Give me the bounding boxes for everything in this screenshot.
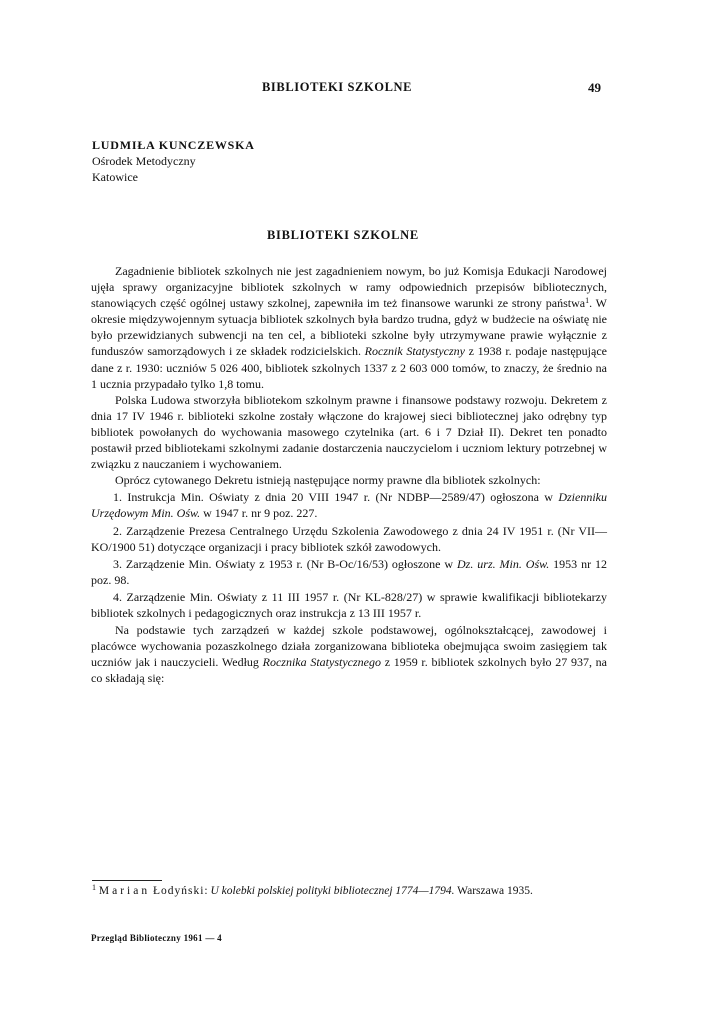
italic-citation: Rocznik Statystyczny — [364, 344, 465, 359]
italic-citation: Rocznika Statystycznego — [262, 655, 381, 670]
paragraph-text: z 1938 r. podaje następujące dane z r. 1930: uczniów 5 026 400, bibliotek szkolnych 1337 z 2 603 000 tomów, to znaczy, że średnio na 1 ucznia przypadało tylko 1,8 tomu. — [91, 344, 607, 391]
paragraph-1 — [91, 263, 607, 392]
author-affiliation: Ośrodek Metodyczny — [92, 154, 196, 168]
list-item-3 — [91, 556, 607, 588]
list-item-text: w 1947 r. nr 9 poz. 227. — [200, 506, 318, 521]
footnote — [92, 884, 608, 899]
list-item-2: 2. Zarządzenie Prezesa Centralnego Urzędu Szkolenia Zawodowego z dnia 24 IV 1951 r. (Nr VII—KO/1900 51) dotyczące organizacji i pracy bibliotek szkół zawodowych. — [91, 523, 607, 554]
footnote-title: U kolebki polskiej polityki bibliotecznej 1774—1794. — [210, 885, 455, 897]
article-body — [91, 263, 607, 686]
footnote-separator: : — [204, 885, 211, 897]
list-item-text: 1. Instrukcja Min. Oświaty z dnia 20 VIII 1947 r. (Nr NDBP—2589/47) ogłoszona w — [113, 490, 559, 505]
author-block — [92, 137, 255, 185]
author-name: LUDMIŁA KUNCZEWSKA — [92, 138, 255, 152]
footnote-author-first: Marian — [98, 885, 151, 897]
italic-citation: Dz. urz. Min. Ośw. — [457, 556, 550, 571]
author-city: Katowice — [92, 170, 138, 184]
footnote-reference: 1 — [585, 296, 590, 306]
footnote-author-last: Łodyński — [152, 885, 205, 897]
article-title: BIBLIOTEKI SZKOLNE — [267, 228, 419, 242]
paragraph-text: . W okresie międzywojennym sytuacja bibliotek szkolnych była bardzo trudna, gdyż w budżecie na oświatę nie było przewidzianych subwencji na ten cel, a biblioteki szkolne były utrzymywane prawie wyłącznie z funduszów samorządowych i ze składek rodzicielskich. — [91, 296, 608, 359]
list-item-1 — [91, 489, 607, 521]
paragraph-text: Zagadnienie bibliotek szkolnych nie jest zagadnieniem nowym, bo już Komisja Edukacji Narodowej ujęła sprawy organizacyjne bibliotek szkolnych w ramy odpowiednich przepisów bibliotecznych, stanowiących część ogólnej ustawy szkolnej, zapewniła im też finansowe warunki ze strony państwa — [91, 264, 607, 311]
italic-citation: Dzienniku Urzędowym Min. Ośw. — [91, 490, 607, 521]
paragraph-text: Na podstawie tych zarządzeń w każdej szkole podstawowej, ogólnokształcącej, zawodowej i placówce wychowania pozaszkolnego działa zorganizowana biblioteka obejmująca swoim zasięgiem tak uczniów jak i nauczycieli. Według — [91, 623, 607, 670]
footnote-divider — [92, 880, 162, 881]
paragraph-3: Oprócz cytowanego Dekretu istnieją następujące normy prawne dla bibliotek szkolnych: — [115, 473, 541, 488]
paragraph-4 — [91, 622, 607, 686]
paragraph-2: Polska Ludowa stworzyła bibliotekom szkolnym prawne i finansowe podstawy rozwoju. Dekretem z dnia 17 IV 1946 r. biblioteki szkolne zostały włączone do krajowej sieci bibliotecznej jako odrębny typ bibliotek powołanych do wychowania masowego czytelnika (art. 6 i 7 Dział II). Dekret ten ponadto postawił przed bibliotekami szkolnymi zadanie dostarczenia nauczycielom i uczniom lektury potrzebnej w związku z nauczaniem i wychowaniem. — [91, 392, 607, 472]
footnote-marker: 1 — [92, 883, 96, 892]
list-item-4: 4. Zarządzenie Min. Oświaty z 11 III 1957 r. (Nr KL-828/27) w sprawie kwalifikacji bibliotekarzy bibliotek szkolnych i pedagogicznych oraz instrukcja z 13 III 1957 r. — [91, 589, 607, 620]
list-item-text: 3. Zarządzenie Min. Oświaty z 1953 r. (Nr B-Oc/16/53) ogłoszone w — [113, 556, 458, 571]
running-head: BIBLIOTEKI SZKOLNE — [262, 80, 413, 94]
list-item-text: 1953 nr 12 poz. 98. — [91, 556, 607, 587]
footnote-publication: Warszawa 1935. — [454, 885, 533, 897]
paragraph-text: z 1959 r. bibliotek szkolnych było 27 937, na co składają się: — [91, 655, 607, 686]
page-number: 49 — [588, 80, 601, 95]
journal-footer: Przegląd Biblioteczny 1961 — 4 — [91, 933, 222, 943]
